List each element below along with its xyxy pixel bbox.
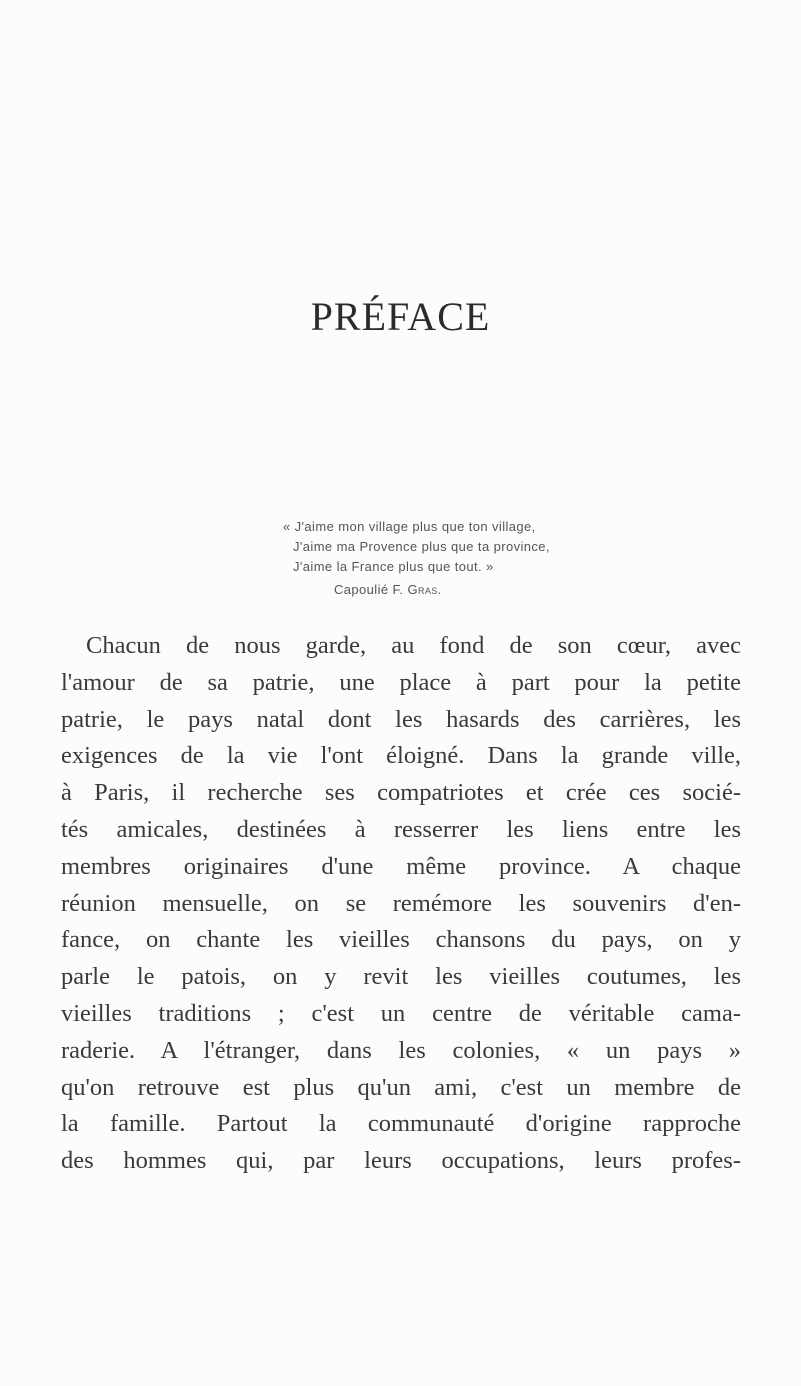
epigraph — [283, 517, 683, 600]
epigraph-line: J'aime la France plus que tout. » — [293, 559, 494, 574]
epigraph-author — [283, 580, 683, 600]
text-line: vieilles traditions ; c'est un centre de véritable cama- — [61, 999, 741, 1027]
text-line: réunion mensuelle, on se remémore les souvenirs d'en- — [61, 889, 741, 917]
text-line: l'amour de sa patrie, une place à part pour la petite — [61, 668, 741, 696]
body-paragraph — [61, 628, 741, 1180]
epigraph-line: « J'aime mon village plus que ton village, — [283, 519, 536, 534]
page-title: PRÉFACE — [310, 294, 491, 339]
text-line: patrie, le pays natal dont les hasards des carrières, les — [61, 705, 741, 733]
text-line: raderie. A l'étranger, dans les colonies, « un pays » — [61, 1036, 741, 1064]
epigraph-line: J'aime ma Provence plus que ta province, — [293, 539, 550, 554]
text-line: parle le patois, on y revit les vieilles coutumes, les — [61, 963, 741, 991]
text-line: membres originaires d'une même province. A chaque — [61, 852, 741, 880]
text-line: la famille. Partout la communauté d'origine rapproche — [61, 1110, 741, 1138]
text-line: tés amicales, destinées à resserrer les liens entre les — [61, 815, 741, 843]
text-line: Chacun de nous garde, au fond de son cœur, avec — [86, 632, 741, 659]
text-line: à Paris, il recherche ses compatriotes et crée ces socié- — [61, 779, 741, 807]
text-line: des hommes qui, par leurs occupations, leurs profes- — [61, 1147, 741, 1175]
text-line: qu'on retrouve est plus qu'un ami, c'est un membre de — [61, 1073, 741, 1101]
text-line: fance, on chante les vieilles chansons du pays, on y — [61, 926, 741, 954]
text-line: exigences de la vie l'ont éloigné. Dans la grande ville, — [61, 742, 741, 770]
epigraph-author-prefix: Capoulié F. — [334, 582, 408, 597]
epigraph-author-name: Gras. — [407, 582, 442, 597]
